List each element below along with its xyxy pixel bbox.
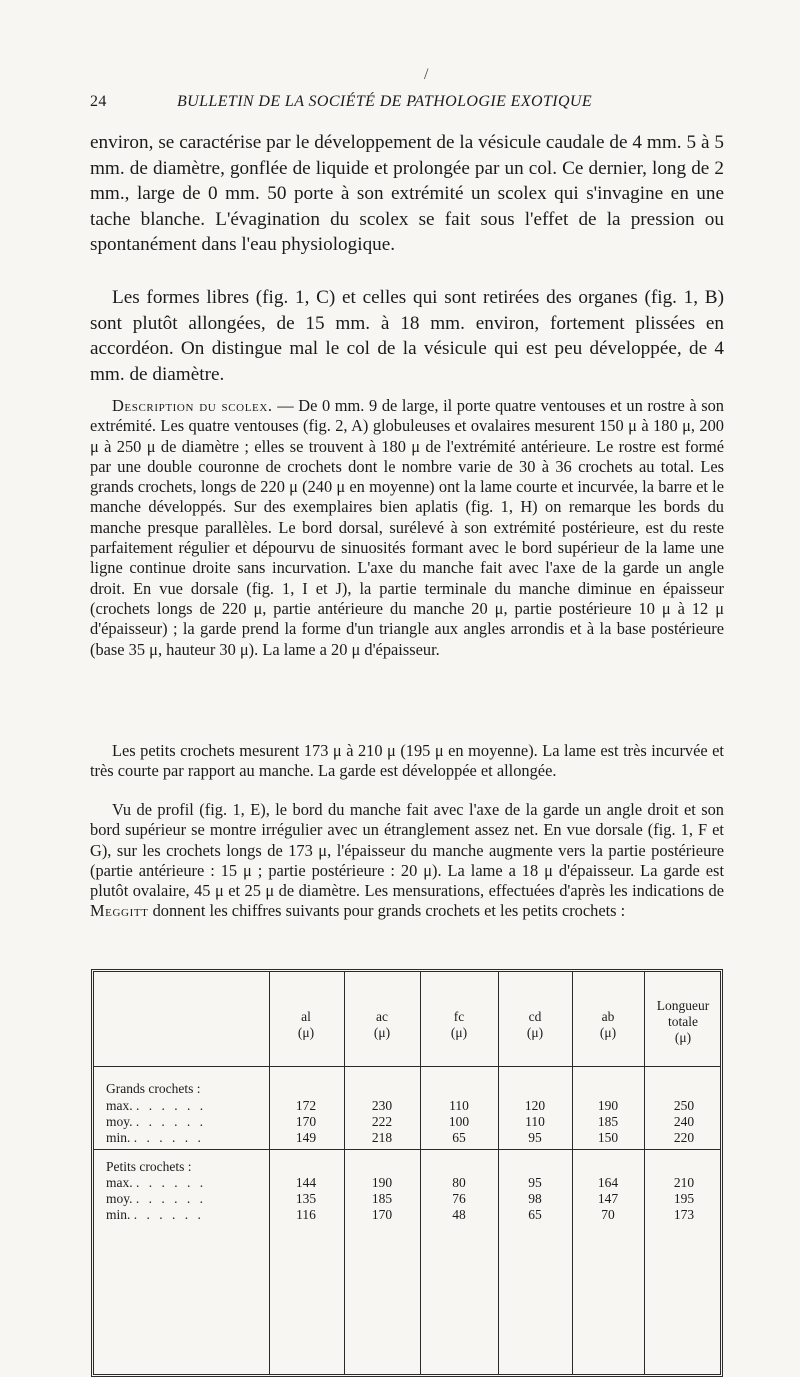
table-cell: 120	[524, 1098, 546, 1113]
author-name: Meggitt	[90, 901, 149, 921]
row-label: moy. . . . . . .	[106, 1114, 206, 1129]
table-cell: 150	[597, 1130, 619, 1145]
paragraph-5	[90, 800, 724, 922]
measurements-table	[91, 969, 723, 1377]
table-cell: 116	[296, 1207, 316, 1222]
table-cell: 76	[452, 1191, 466, 1206]
table-cell: 240	[673, 1114, 695, 1129]
table-cell: 98	[528, 1191, 542, 1206]
column-header-fc: fc (μ)	[450, 1009, 468, 1040]
paragraph-2: Les formes libres (fig. 1, C) et celles qui sont retirées des organes (fig. 1, B) sont plutôt allongées, de 15 mm. à 18 mm. environ, fortement plissées en accordéon. On distingue mal le col de la vésicule qui est peu développée, de 4 mm. de diamètre.	[90, 287, 724, 385]
table-cell: 250	[673, 1098, 695, 1113]
paragraph-3	[90, 396, 724, 660]
column-header-cd: cd (μ)	[526, 1009, 544, 1040]
paragraph-3-text: — De 0 mm. 9 de large, il porte quatre ventouses et un rostre à son extrémité. Les quatre ventouses (fig. 2, A) globuleuses et ovalaires mesurent 150 μ à 180 μ, 200 μ à 250 μ de diamètre ; elles se trouvent à 180 μ de l'extrémité antérieure. Le rostre est formé par une double couronne de crochets dont le nombre varie de 30 à 36 crochets au total. Les grands crochets, longs de 220 μ (240 μ en moyenne) ont la lame courte et incurvée, la barre et le manche développés. Sur des exemplaires bien aplatis (fig. 1, H) on remarque les bords du manche presque parallèles. Le bord dorsal, surélevé à son extrémité postérieure, est du reste parfaitement régulier et dépourvu de sinuosités formant avec le bord supérieur de la lame une ligne continue droite sans incurvation. L'axe du manche fait avec l'axe de la garde un angle droit. En vue dorsale (fig. 1, I et J), la partie terminale du manche diminue en épaisseur (crochets longs de 220 μ, partie antérieure du manche 20 μ, partie postérieure 10 μ à 12 μ d'épaisseur) ; la garde prend la forme d'un triangle aux angles arrondis et à la base postérieure (base 35 μ, hauteur 30 μ). La lame a 20 μ d'épaisseur.	[90, 396, 724, 659]
table-cell: 190	[597, 1098, 619, 1113]
page-number: 24	[90, 93, 107, 110]
table-cell: 185	[597, 1114, 619, 1129]
table-cell: 95	[528, 1130, 542, 1145]
table-cell: 147	[597, 1191, 619, 1206]
paragraph-5-text-b: donnent les chiffres suivants pour grands crochets et les petits crochets :	[148, 901, 626, 921]
table-cell: 230	[371, 1098, 393, 1113]
row-label: moy. . . . . . .	[106, 1191, 206, 1206]
paragraph-4: Les petits crochets mesurent 173 μ à 210 μ (195 μ en moyenne). La lame est très incurvée et très courte par rapport au manche. La garde est développée et allongée.	[90, 741, 724, 781]
table-rule	[94, 1066, 720, 1067]
table-cell: 190	[371, 1175, 393, 1190]
table-cell: 110	[449, 1098, 469, 1113]
section-heading: Description du scolex.	[112, 396, 273, 415]
row-label: max. . . . . . .	[106, 1175, 207, 1190]
table-divider	[498, 972, 499, 1374]
table-cell: 218	[371, 1130, 393, 1145]
table-divider	[644, 972, 645, 1374]
table-cell: 220	[673, 1130, 695, 1145]
table-cell: 135	[295, 1191, 317, 1206]
table-cell: 100	[448, 1114, 470, 1129]
table-rule	[94, 1149, 720, 1150]
table-cell: 65	[452, 1130, 466, 1145]
row-label: min. . . . . . .	[106, 1207, 204, 1222]
table-cell: 110	[525, 1114, 545, 1129]
table-cell: 172	[295, 1098, 317, 1113]
table-divider	[572, 972, 573, 1374]
table-cell: 95	[528, 1175, 542, 1190]
table-cell: 185	[371, 1191, 393, 1206]
paragraph-1: environ, se caractérise par le développement de la vésicule caudale de 4 mm. 5 à 5 mm. de diamètre, gonflée de liquide et prolongée par un col. Ce dernier, long de 2 mm., large de 0 mm. 50 porte à son extrémité un scolex qui s'invagine en une tache blanche. L'évagination du scolex se fait sous l'effet de la pression ou spontanément dans l'eau physiologique.	[90, 132, 724, 256]
table-cell: 222	[371, 1114, 393, 1129]
margin-mark: /	[424, 66, 429, 83]
group-label-petits: Petits crochets :	[106, 1159, 192, 1174]
column-header-total: Longueur totale (μ)	[656, 998, 710, 1045]
table-cell: 65	[528, 1207, 542, 1222]
table-cell: 48	[452, 1207, 466, 1222]
table-cell: 173	[673, 1207, 695, 1222]
table-cell: 210	[673, 1175, 695, 1190]
table-divider	[420, 972, 421, 1374]
table-cell: 80	[452, 1175, 466, 1190]
group-label-grands: Grands crochets :	[106, 1081, 201, 1096]
table-cell: 149	[295, 1130, 317, 1145]
row-label: max. . . . . . .	[106, 1098, 207, 1113]
column-header-ab: ab (μ)	[599, 1009, 617, 1040]
paragraph-5-text-a: Vu de profil (fig. 1, E), le bord du manche fait avec l'axe de la garde un angle droit et son bord supérieur se montre irrégulier avec un étranglement assez net. En vue dorsale (fig. 1, F et G), sur les crochets longs de 173 μ, l'épaisseur du manche augmente vers la partie postérieure (partie antérieure : 15 μ ; partie postérieure : 20 μ). La lame a 18 μ d'épaisseur. La garde est plutôt ovalaire, 45 μ et 25 μ de diamètre. Les mensurations, effectuées d'après les indications de	[90, 800, 724, 901]
running-title: BULLETIN DE LA SOCIÉTÉ DE PATHOLOGIE EXOTIQUE	[177, 93, 593, 110]
table-cell: 170	[295, 1114, 317, 1129]
table-cell: 144	[295, 1175, 317, 1190]
table-cell: 164	[597, 1175, 619, 1190]
column-header-ac: ac (μ)	[373, 1009, 391, 1040]
column-header-al: al (μ)	[297, 1009, 315, 1040]
row-label: min. . . . . . .	[106, 1130, 204, 1145]
table-divider	[269, 972, 270, 1374]
table-cell: 170	[371, 1207, 393, 1222]
table-divider	[344, 972, 345, 1374]
table-cell: 195	[673, 1191, 695, 1206]
table-cell: 70	[601, 1207, 615, 1222]
